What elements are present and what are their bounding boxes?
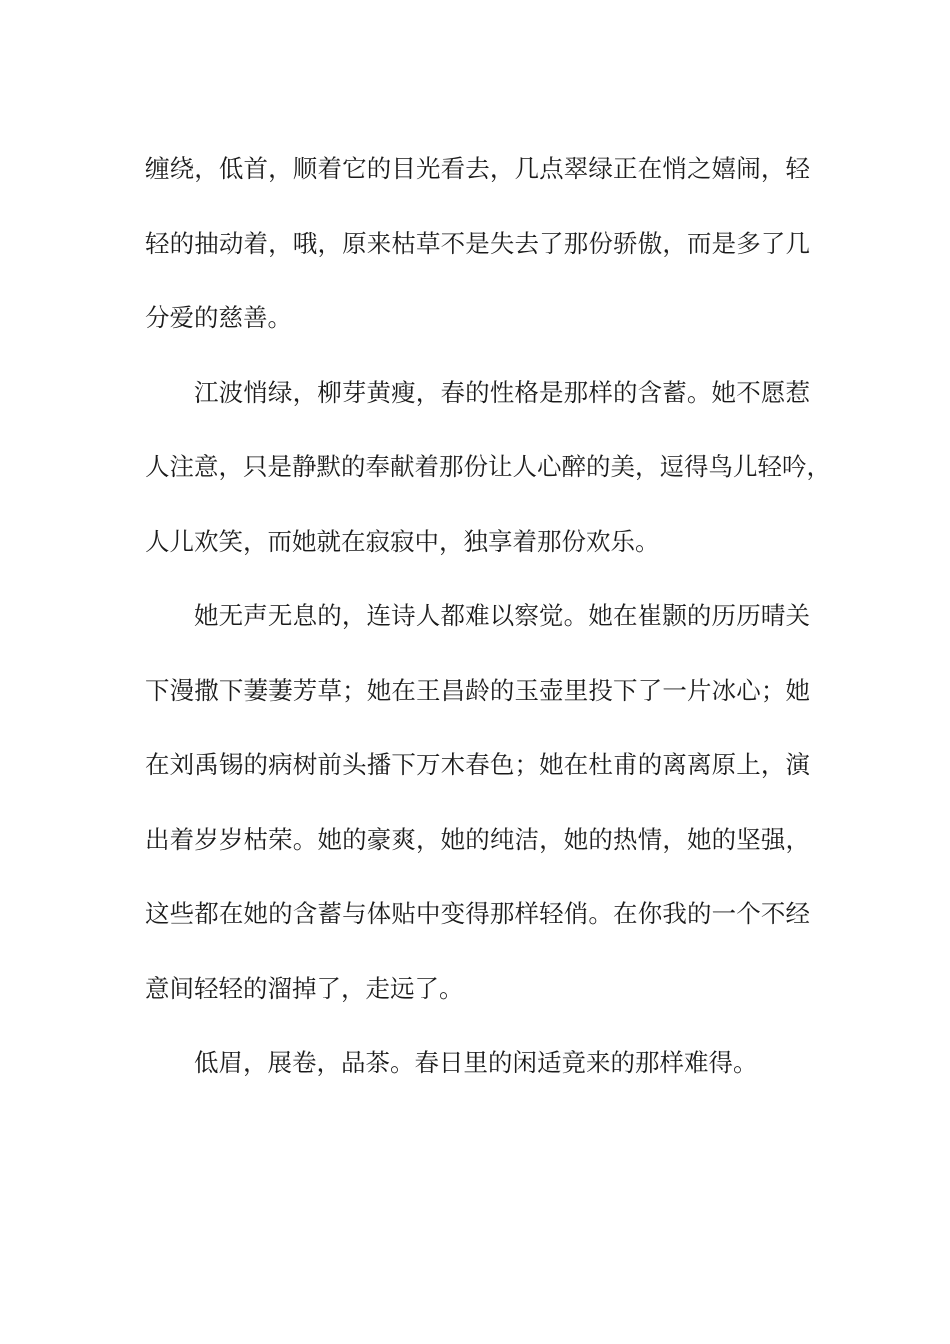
paragraph-line: 缠绕，低首，顺着它的目光看去，几点翠绿正在悄之嬉闹，轻 (145, 154, 810, 183)
paragraph-line: 她无声无息的，连诗人都难以察觉。她在崔颢的历历晴关 (194, 601, 810, 630)
paragraph-line: 江波悄绿，柳芽黄瘦，春的性格是那样的含蓄。她不愿惹 (194, 377, 810, 407)
document-body (145, 132, 831, 1101)
paragraph-line: 分爱的慈善。 (145, 303, 292, 332)
paragraph-line: 低眉，展卷，品茶。春日里的闲适竟来的那样难得。 (194, 1048, 758, 1077)
paragraph-line: 人儿欢笑，而她就在寂寂中，独享着那份欢乐。 (145, 526, 660, 556)
paragraph-line: 这些都在她的含蓄与体贴中变得那样轻俏。在你我的一个不经 (145, 899, 810, 928)
paragraph-line: 人注意，只是静默的奉献着那份让人心醉的美，逗得鸟儿轻吟， (145, 452, 831, 481)
paragraph-line: 轻的抽动着，哦，原来枯草不是失去了那份骄傲，而是多了几 (145, 228, 810, 258)
paragraph-4 (145, 1026, 810, 1101)
paragraph-line: 意间轻轻的溜掉了，走远了。 (145, 973, 464, 1003)
paragraph-line: 出着岁岁枯荣。她的豪爽，她的纯洁，她的热情，她的坚强， (145, 824, 810, 854)
paragraph-3 (145, 579, 810, 1026)
paragraph-line: 下漫撒下萋萋芳草；她在王昌龄的玉壶里投下了一片冰心；她 (145, 675, 810, 705)
paragraph-1 (145, 132, 810, 356)
paragraph-2 (145, 356, 831, 580)
paragraph-line: 在刘禹锡的病树前头播下万木春色；她在杜甫的离离原上，演 (145, 750, 810, 779)
